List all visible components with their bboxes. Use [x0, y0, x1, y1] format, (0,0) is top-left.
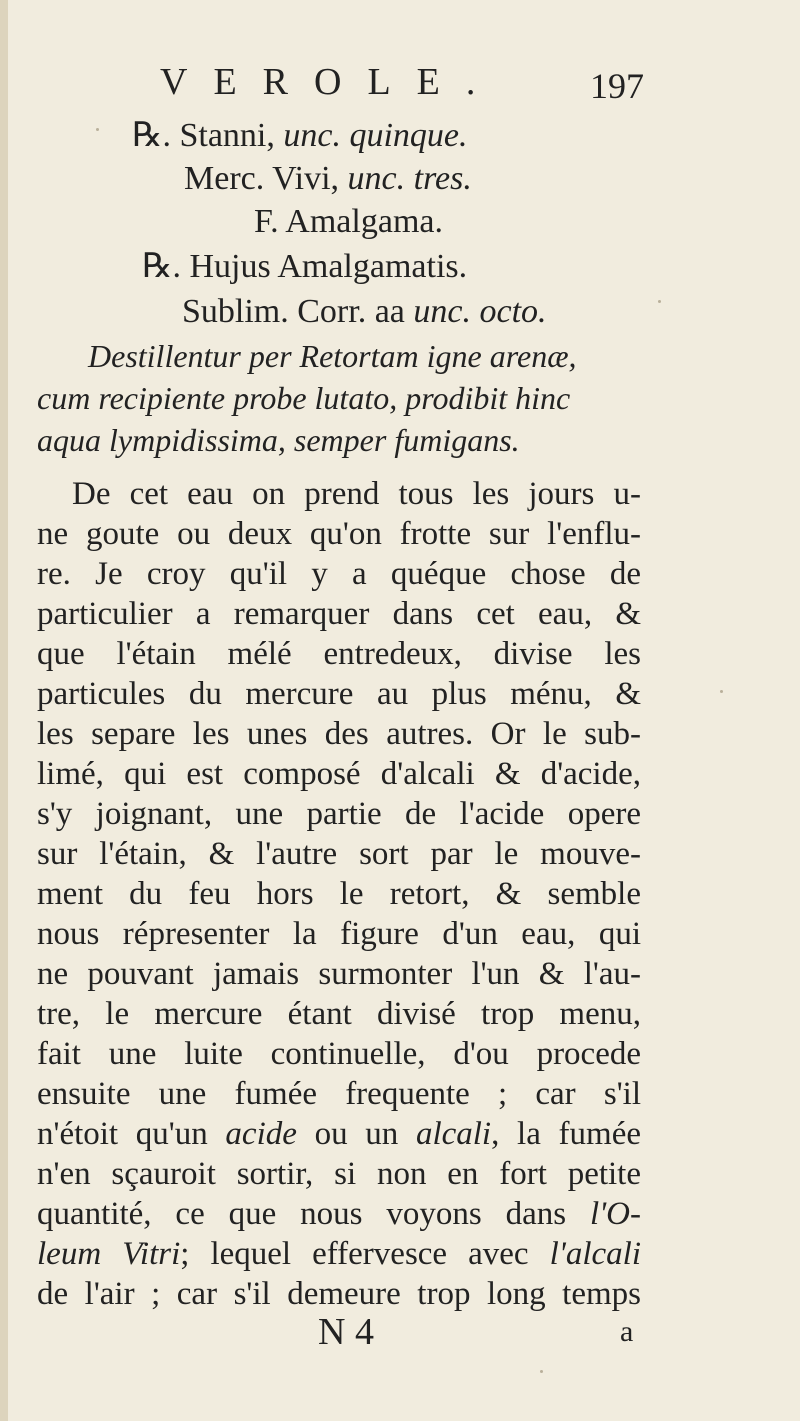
paper-speck	[540, 1370, 543, 1373]
page-edge	[0, 0, 8, 1421]
recipe-line-2	[184, 159, 472, 199]
recipe-line-5	[182, 292, 547, 332]
body-italic: l'alcali	[549, 1236, 641, 1272]
recipe-text: Hujus Amalgamatis.	[180, 248, 468, 285]
body-line: de l'air ; car s'il demeure trop long temps	[37, 1276, 641, 1312]
paper-speck	[658, 300, 661, 303]
body-line: limé, qui est composé d'alcali & d'acide,	[37, 756, 641, 792]
body-italic: alcali	[415, 1116, 492, 1152]
body-text: , la fumée	[491, 1116, 641, 1152]
recipe-symbol: ℞.	[142, 248, 181, 285]
body-italic: acide	[225, 1116, 297, 1152]
recipe-text: Sublim. Corr. aa	[182, 293, 414, 330]
instruction-line: cum recipiente probe lutato, prodibit hinc	[37, 380, 571, 416]
body-line: ne goute ou deux qu'on frotte sur l'enflu-	[37, 516, 641, 552]
recipe-text: Stanni,	[170, 117, 284, 154]
body-text: quantité, ce que nous voyons dans	[37, 1196, 590, 1232]
body-line: De cet eau on prend tous les jours u-	[72, 476, 641, 512]
body-line	[37, 1234, 641, 1274]
body-line: ne pouvant jamais surmonter l'un & l'au-	[37, 956, 641, 992]
body-italic: leum Vitri	[37, 1236, 181, 1272]
running-head-title: VEROLE.	[160, 61, 502, 103]
recipe-line-3	[254, 202, 443, 242]
body-italic: l'O-	[589, 1196, 641, 1232]
catchword: a	[620, 1315, 634, 1348]
body-line: les separe les unes des autres. Or le sub-	[37, 716, 641, 752]
body-line: particulier a remarquer dans cet eau, &	[37, 596, 641, 632]
recipe-line-4	[142, 247, 467, 287]
instruction-line: Destillentur per Retortam igne arenæ,	[88, 338, 577, 374]
recipe-quantity: unc. quinque.	[283, 117, 468, 154]
recipe-text: F. Amalgama.	[254, 203, 443, 240]
body-line	[37, 1194, 641, 1234]
paper-speck	[96, 128, 99, 131]
body-line: s'y joignant, une partie de l'acide opere	[37, 796, 641, 832]
recipe-quantity: unc. tres.	[347, 160, 472, 197]
body-line: re. Je croy qu'il y a quéque chose de	[37, 556, 641, 592]
recipe-symbol: ℞.	[132, 117, 171, 154]
instruction-line: aqua lympidissima, semper fumigans.	[37, 422, 520, 458]
body-line: ensuite une fumée frequente ; car s'il	[37, 1076, 641, 1112]
body-line: sur l'étain, & l'autre sort par le mouve-	[37, 836, 641, 872]
body-line: ment du feu hors le retort, & semble	[37, 876, 641, 912]
body-line: particules du mercure au plus ménu, &	[37, 676, 641, 712]
body-line: n'en sçauroit sortir, si non en fort petite	[37, 1156, 641, 1192]
recipe-line-1	[132, 116, 468, 156]
body-line: que l'étain mélé entredeux, divise les	[37, 636, 641, 672]
body-line: nous répresenter la figure d'un eau, qui	[37, 916, 641, 952]
body-line: fait une luite continuelle, d'ou procede	[37, 1036, 641, 1072]
body-line	[37, 1114, 641, 1154]
body-text: n'étoit qu'un	[37, 1116, 226, 1152]
paper-speck	[720, 690, 723, 693]
page-number: 197	[590, 66, 644, 106]
body-text: ; lequel effervesce avec	[180, 1236, 550, 1272]
body-text: ou un	[296, 1116, 416, 1152]
signature-mark: N 4	[318, 1311, 374, 1353]
recipe-text: Merc. Vivi,	[184, 160, 348, 197]
body-line: tre, le mercure étant divisé trop menu,	[37, 996, 641, 1032]
recipe-quantity: unc. octo.	[413, 293, 547, 330]
